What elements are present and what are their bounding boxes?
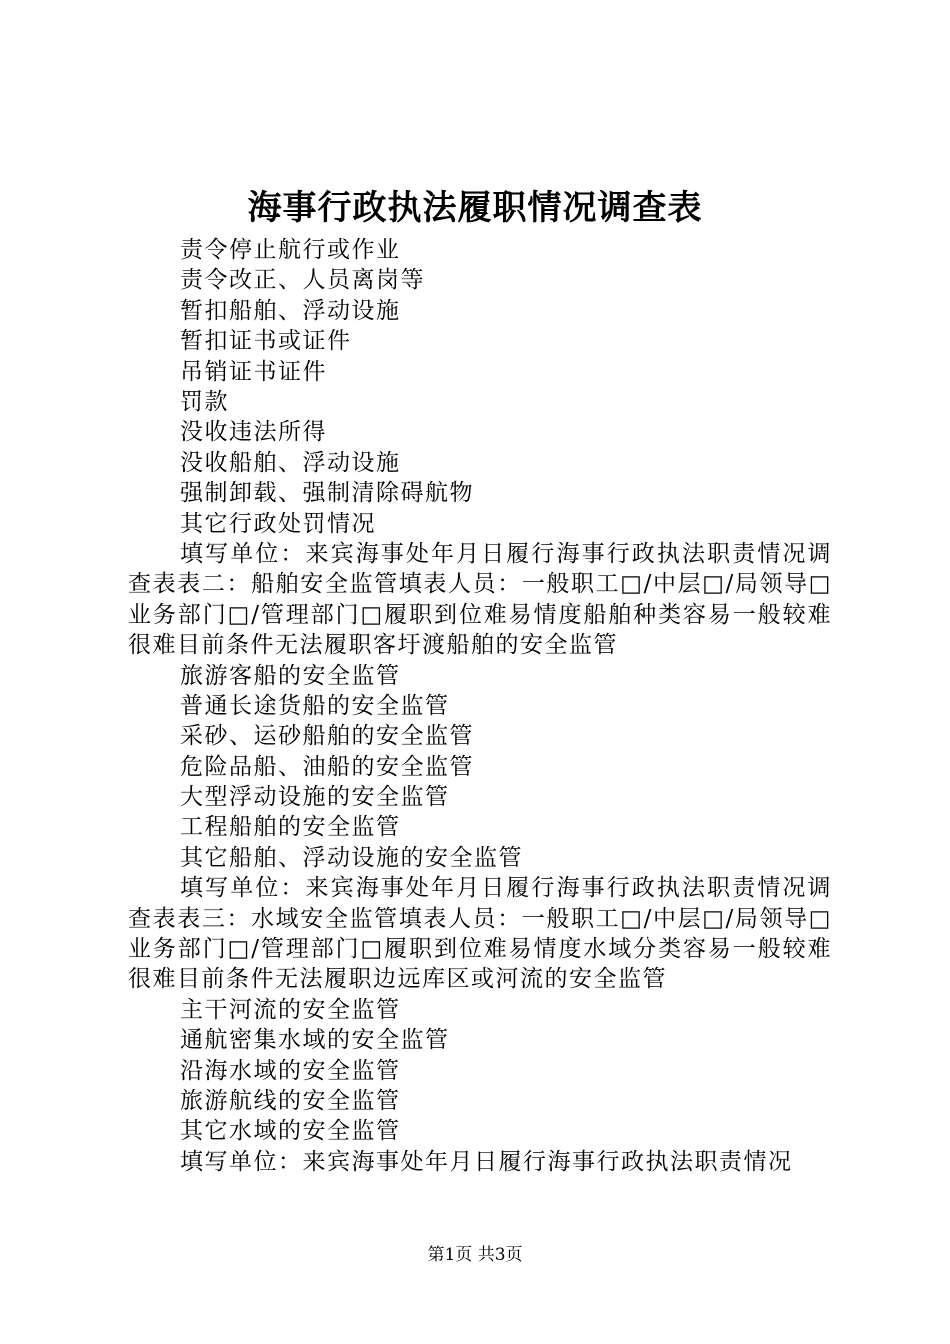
paragraph-fill-unit: 填写单位：来宾海事处年月日履行海事行政执法职责情况 xyxy=(180,1148,793,1175)
list-item: 罚款 xyxy=(180,388,229,415)
list-item: 旅游航线的安全监管 xyxy=(180,1088,401,1115)
list-item: 旅游客船的安全监管 xyxy=(180,662,401,689)
list-item: 其它行政处罚情况 xyxy=(180,510,376,537)
page-title: 海事行政执法履职情况调查表 xyxy=(247,188,703,228)
paragraph-table-three: 填写单位：来宾海事处年月日履行海事行政执法职责情况调查表表三：水域安全监管填表人员：一般职工□/中层□/局领导□业务部门□/管理部门□履职到位难易情度水域分类容易一般较难很难目前条件无法履职边远库区或河流的安全监管 xyxy=(128,875,832,993)
list-item: 没收船舶、浮动设施 xyxy=(180,449,401,476)
list-item: 工程船舶的安全监管 xyxy=(180,814,401,841)
list-item: 其它水域的安全监管 xyxy=(180,1118,401,1145)
paragraph-table-two: 填写单位：来宾海事处年月日履行海事行政执法职责情况调查表表二：船舶安全监管填表人员：一般职工□/中层□/局领导□业务部门□/管理部门□履职到位难易情度船舶种类容易一般较难很难目前条件无法履职客圩渡船舶的安全监管 xyxy=(128,540,832,659)
list-item: 沿海水域的安全监管 xyxy=(180,1057,401,1084)
list-item: 主干河流的安全监管 xyxy=(180,996,401,1023)
list-item: 责令停止航行或作业 xyxy=(180,237,401,263)
list-item: 通航密集水域的安全监管 xyxy=(180,1027,450,1054)
document-body xyxy=(128,235,832,1177)
list-item: 普通长途货船的安全监管 xyxy=(180,692,450,719)
list-item: 责令改正、人员离岗等 xyxy=(180,267,425,294)
list-item: 暂扣证书或证件 xyxy=(180,328,352,355)
page-number: 第1页 共3页 xyxy=(427,1245,523,1265)
list-item: 其它船舶、浮动设施的安全监管 xyxy=(180,844,523,871)
list-item: 采砂、运砂船舶的安全监管 xyxy=(180,723,474,750)
list-item: 危险品船、油船的安全监管 xyxy=(180,753,474,780)
list-item: 吊销证书证件 xyxy=(180,358,327,385)
list-item: 强制卸载、强制清除碍航物 xyxy=(180,480,474,507)
list-item: 大型浮动设施的安全监管 xyxy=(180,784,450,811)
list-item: 没收违法所得 xyxy=(180,419,327,446)
list-item: 暂扣船舶、浮动设施 xyxy=(180,297,401,324)
